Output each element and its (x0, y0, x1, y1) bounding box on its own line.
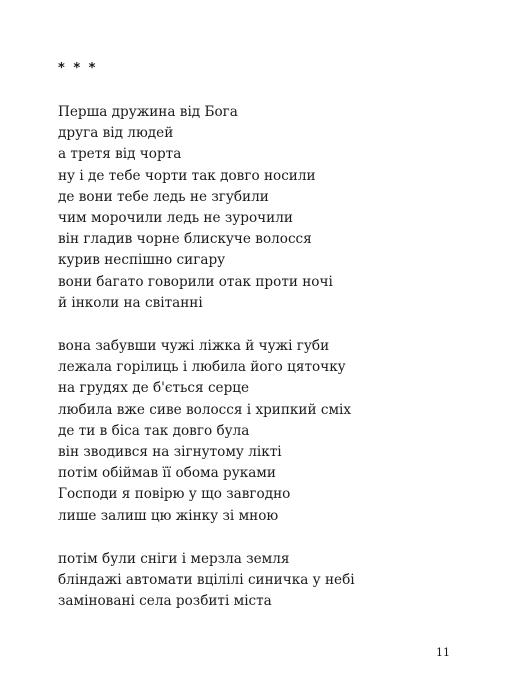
poem-line: лише залиш цю жінку зі мною (58, 507, 279, 524)
poem-line: потім обіймав її обома руками (58, 465, 276, 482)
poem-line: вона забувши чужі ліжка й чужі губи (58, 338, 330, 354)
poem-line: ну і де тебе чорти так довго носили (58, 167, 316, 184)
section-ornament: * * * (58, 61, 98, 76)
poem-line: де вони тебе ледь не згубили (58, 188, 269, 205)
poem-line: на грудях де б'ється серце (58, 380, 250, 397)
poem-line: й інколи на світанні (58, 294, 203, 311)
poem-line: чим морочили ледь не зурочили (58, 210, 293, 227)
poem-line: вони багато говорили отак проти ночі (58, 273, 333, 290)
poem-line: бліндажі автомати вцілілі синичка у небі (58, 572, 355, 589)
poem-line: де ти в біса так довго була (58, 422, 250, 439)
poem-line: Перша дружина від Бога (58, 104, 238, 120)
poem-line: потім були сніги і мерзла земля (58, 551, 290, 567)
poem-line: він гладив чорне блискуче волосся (58, 231, 312, 248)
poem-line: курив неспішно сигару (58, 252, 226, 269)
poem-line: він зводився на зігнутому лікті (58, 444, 282, 461)
stanza-3 (58, 549, 355, 613)
poem-line: любила вже сиве волосся і хрипкий сміх (58, 401, 352, 418)
poem-line: заміновані села розбиті міста (58, 593, 272, 610)
stanza-1 (58, 102, 333, 314)
poem-line: Господи я повірю у що завгодно (58, 486, 291, 503)
poem-line: друга від людей (58, 125, 174, 142)
page-number: 11 (436, 646, 450, 659)
poem-line: а третя від чорта (58, 146, 182, 163)
stanza-2 (58, 336, 351, 527)
poem-line: лежала горілиць і любила його цяточку (58, 359, 346, 376)
